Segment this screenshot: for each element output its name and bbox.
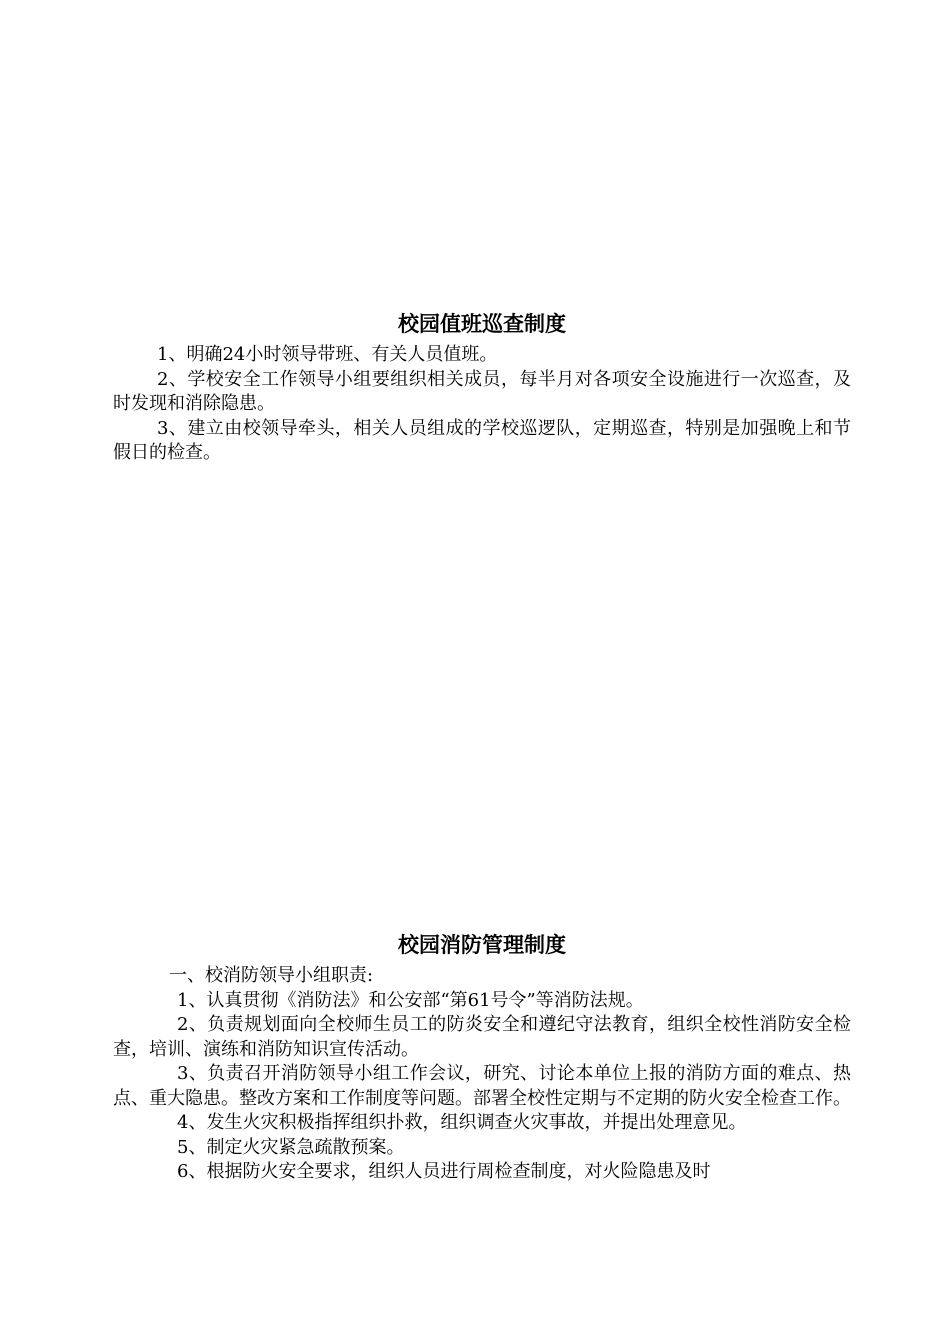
patrol-paragraph-1: 1、明确24小时领导带班、有关人员值班。 [157,344,498,365]
patrol-paragraph-2: 2、学校安全工作领导小组要组织相关成员，每半月对各项安全设施进行一次巡查，及时发现和消除隐患。 [113,368,851,414]
fire-section [113,930,851,1185]
patrol-title: 校园值班巡查制度 [398,312,566,336]
fire-paragraph-6: 6、根据防火安全要求，组织人员进行周检查制度，对火险隐患及时 [177,1161,711,1182]
fire-paragraph-2: 2、负责规划面向全校师生员工的防炎安全和遵纪守法教育，组织全校性消防安全检查，培训、演练和消防知识宣传活动。 [113,1014,851,1060]
patrol-section [113,309,851,466]
fire-paragraph-1: 1、认真贯彻《消防法》和公安部“第61号令”等消防法规。 [177,989,644,1011]
fire-paragraph-5: 5、制定火灾紧急疏散预案。 [177,1136,405,1158]
patrol-paragraph-3: 3、建立由校领导牵头，相关人员组成的学校巡逻队，定期巡查，特别是加强晚上和节假日的检查。 [113,417,851,463]
fire-title: 校园消防管理制度 [398,933,566,957]
fire-heading: 一、校消防领导小组职责: [169,965,374,986]
fire-paragraph-3: 3、负责召开消防领导小组工作会议，研究、讨论本单位上报的消防方面的难点、热点、重大隐患。整改方案和工作制度等问题。部署全校性定期与不定期的防火安全检查工作。 [113,1063,851,1109]
fire-paragraph-4: 4、发生火灾积极指挥组织扑救，组织调查火灾事故，并提出处理意见。 [177,1112,747,1133]
